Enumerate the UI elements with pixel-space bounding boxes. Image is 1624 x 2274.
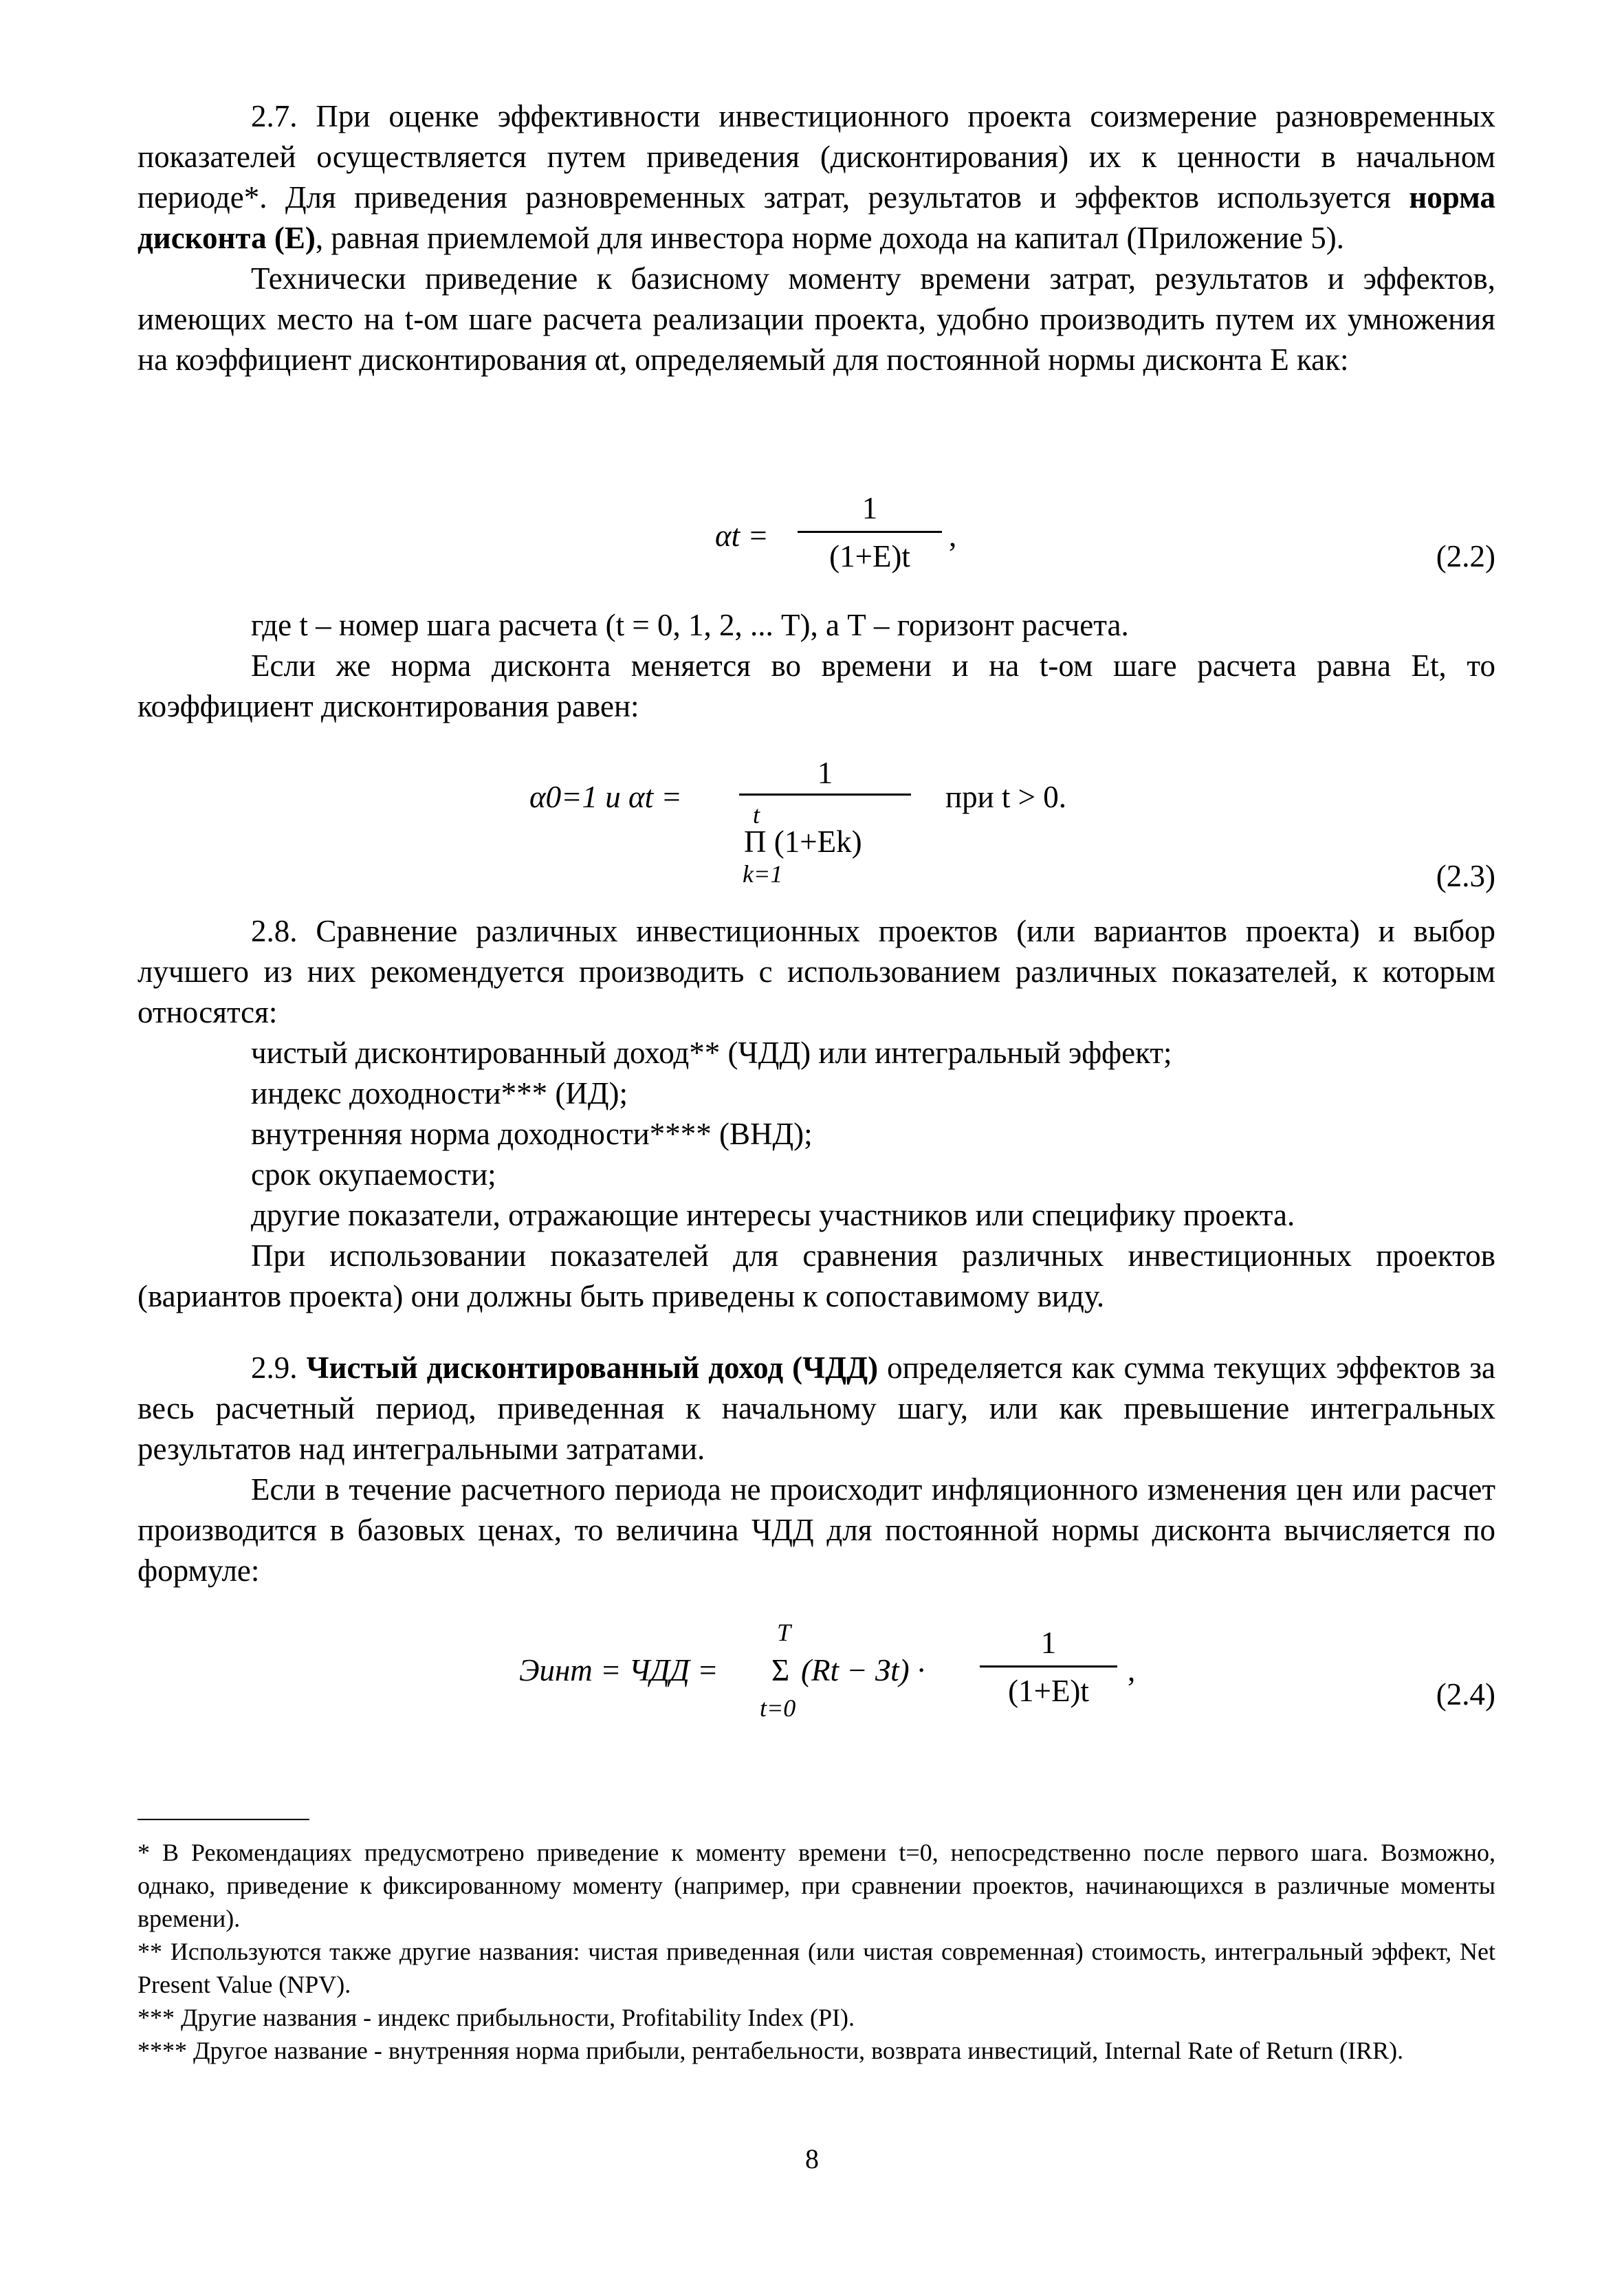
list-item-payback: срок окупаемости; — [251, 1157, 496, 1192]
fraction-bar — [798, 531, 942, 533]
equation-2-4 — [138, 1609, 1495, 1740]
list-item-npv: чистый дисконтированный доход** (ЧДД) или интегральный эффект; — [251, 1036, 1172, 1070]
list-item-other: другие показатели, отражающие интересы участников или специфику проекта. — [251, 1198, 1295, 1232]
fraction-bar — [980, 1665, 1117, 1668]
equation-2-4-body: (Rt − Зt) · — [801, 1653, 925, 1687]
equation-2-4-numerator: 1 — [1040, 1626, 1057, 1660]
list-item-irr: внутренняя норма доходности**** (ВНД); — [251, 1117, 813, 1151]
equation-2-2-numerator: 1 — [862, 491, 878, 525]
paragraph-2-8-comparability: При использовании показателей для сравнения различных инвестиционных проектов (вариантов проекта) они должны быть приведены к сопоставимому виду. — [138, 1238, 1495, 1313]
equation-2-3-product-upper: t — [753, 801, 760, 829]
paragraph-2-9-definition: 2.9. Чистый дисконтированный доход (ЧДД) определяется как сумма текущих эффектов за весь расчетный период, приведенная к начальному шагу, или как превышение интегральных результатов над интегральными затратами. — [138, 1351, 1496, 1466]
equation-2-4-sigma: Σ — [771, 1653, 790, 1687]
fraction-bar — [739, 794, 911, 796]
paragraph-step-definition: где t – номер шага расчета (t = 0, 1, 2, ... Т), а Т – горизонт расчета. — [251, 608, 1129, 642]
equation-2-3-product-lower: k=1 — [743, 860, 783, 888]
list-item-pi: индекс доходности*** (ИД); — [251, 1076, 628, 1111]
equation-2-4-lhs: Эинт = ЧДД = — [519, 1653, 718, 1687]
page-number: 8 — [805, 2143, 819, 2174]
footnote-separator — [138, 1819, 309, 1820]
term-discount-rate: норма дисконта (Е) — [138, 180, 1495, 255]
equation-2-2-denominator: (1+E)t — [829, 539, 910, 573]
paragraph-2-7-technical: Технически приведение к базисному моменту времени затрат, результатов и эффектов, имеющих место на t-ом шаге расчета реализации проекта, удобно производить путем их умножения на коэффициент дисконтирования αt, определяемый для постоянной нормы дисконта Е как: — [138, 261, 1495, 377]
paragraph-variable-rate: Если же норма дисконта меняется во времени и на t-ом шаге расчета равна Еt, то коэффициент дисконтирования равен: — [138, 648, 1495, 723]
equation-2-3-numerator: 1 — [817, 756, 833, 790]
equation-2-4-comma: , — [1128, 1653, 1136, 1687]
footnote-1: * В Рекомендациях предусмотрено приведение к моменту времени t=0, непосредственно после первого шага. Возможно, однако, приведение к фиксированному моменту (например, при сравнении проектов, начинающихся в различные моменты времени). — [138, 1839, 1495, 1932]
footnote-4: **** Другое название - внутренняя норма прибыли, рентабельности, возврата инвестиций, Internal Rate of Return (IRR). — [138, 2037, 1404, 2064]
footnote-3: *** Другие названия - индекс прибыльности, Profitability Index (PI). — [138, 2004, 855, 2031]
equation-2-2 — [138, 481, 1495, 591]
paragraph-2-9-formula-intro: Если в течение расчетного периода не происходит инфляционного изменения цен или расчет производится в базовых ценах, то величина ЧДД для постоянной нормы дисконта вычисляется по формуле: — [138, 1472, 1495, 1588]
equation-2-3-lhs: α0=1 и αt = — [529, 780, 682, 814]
paragraph-2-8-intro: 2.8. Сравнение различных инвестиционных проектов (или вариантов проекта) и выбор лучшего из них рекомендуется производить с использованием различных показателей, к которым относятся: — [138, 914, 1495, 1029]
footnotes — [138, 1836, 1495, 2067]
equation-2-4-sum-upper: T — [777, 1619, 791, 1646]
equation-2-4-label: (2.4) — [1436, 1677, 1495, 1712]
section-2-7-continued — [138, 605, 1495, 727]
term-npv: Чистый дисконтированный доход (ЧДД) — [306, 1351, 879, 1385]
equation-2-2-comma: , — [949, 518, 957, 553]
equation-2-3-condition: при t > 0. — [945, 780, 1067, 814]
equation-2-4-sum-lower: t=0 — [760, 1694, 796, 1722]
equation-2-3 — [138, 743, 1495, 894]
equation-2-4-denominator: (1+E)t — [1008, 1674, 1089, 1708]
section-2-9 — [138, 1348, 1495, 1591]
equation-2-3-label: (2.3) — [1436, 859, 1495, 893]
section-2-7 — [138, 96, 1495, 380]
footnote-2: ** Используются также другие названия: чистая приведенная (или чистая современная) стоимость, интегральный эффект, Net Present Value (NPV). — [138, 1938, 1495, 1998]
equation-2-2-label: (2.2) — [1436, 539, 1495, 573]
equation-2-2-lhs: αt = — [715, 518, 769, 553]
section-2-8 — [138, 911, 1495, 1317]
paragraph-2-7-intro: 2.7. При оценке эффективности инвестиционного проекта соизмерение разновременных показателей осуществляется путем приведения (дисконтирования) их к ценности в начальном периоде*. Для приведения разновременных затрат, результатов и эффектов используется норма дисконта (Е), равная приемлемой для инвестора норме дохода на капитал (Приложение 5). — [138, 99, 1495, 255]
equation-2-3-denominator: Π (1+Ek) — [744, 824, 862, 859]
